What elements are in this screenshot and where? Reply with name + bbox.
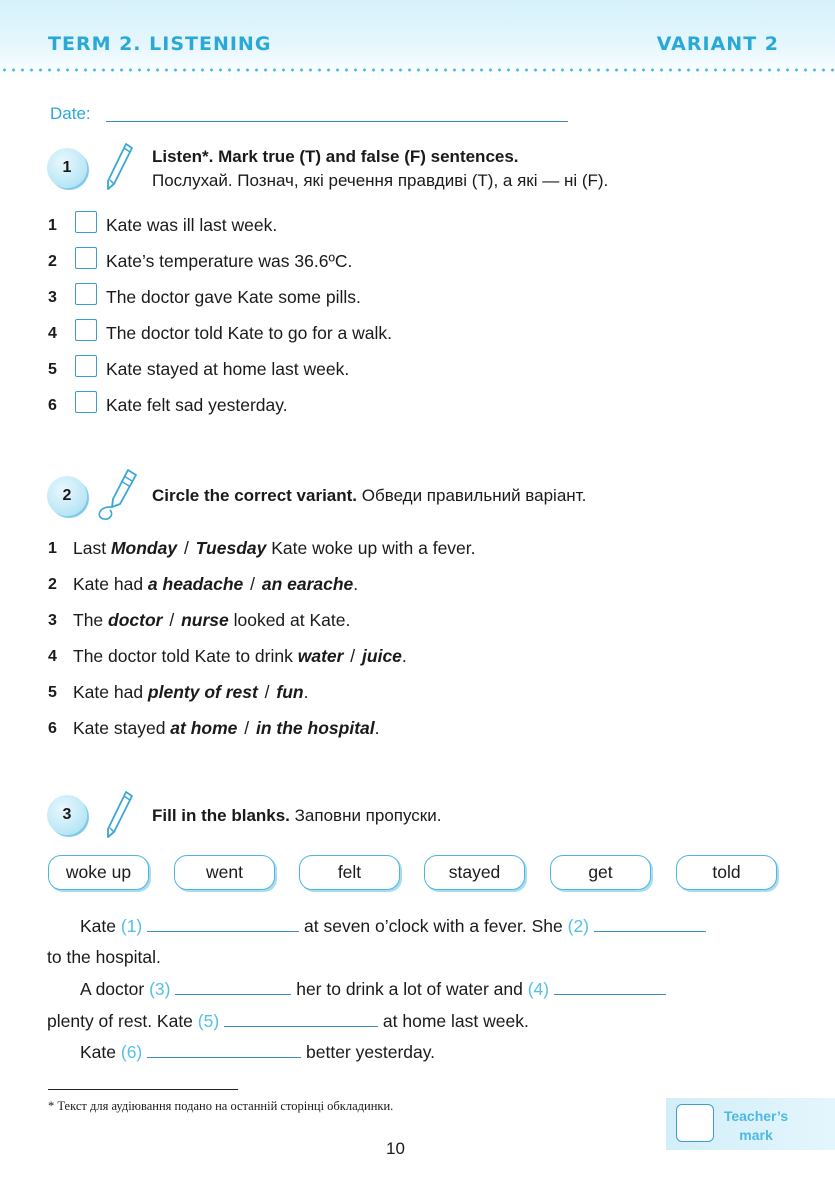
blank-number: (4)	[527, 979, 550, 999]
option-a[interactable]: water	[297, 646, 344, 666]
item-number: 3	[48, 612, 57, 629]
page-title: TERM 2. LISTENING	[48, 33, 272, 55]
text-fragment: at seven o’clock with a fever. She	[299, 916, 568, 936]
text-fragment: at home last week.	[378, 1011, 529, 1031]
separator: /	[345, 646, 361, 666]
text-fragment: Kate	[80, 916, 121, 936]
word-bank-item[interactable]: stayed	[424, 855, 525, 890]
task3-badge: 3	[47, 795, 87, 835]
sentence-end: looked at Kate.	[228, 610, 351, 630]
sentence-start: Kate had	[73, 574, 148, 594]
text-line: to the hospital.	[47, 947, 161, 967]
statement-text: The doctor gave Kate some pills.	[106, 287, 361, 307]
item-number: 6	[48, 397, 57, 414]
task1-badge: 1	[47, 148, 87, 188]
item-number: 4	[48, 325, 57, 342]
option-b[interactable]: Tuesday	[195, 538, 267, 558]
sentence	[73, 538, 476, 559]
item-number: 6	[48, 720, 57, 737]
option-b[interactable]: fun	[276, 682, 304, 702]
separator: /	[239, 718, 254, 738]
separator: /	[245, 574, 260, 594]
task3-instruction-en: Fill in the blanks.	[152, 806, 290, 825]
text-line	[80, 916, 706, 937]
task2-badge: 2	[47, 476, 87, 516]
task1-instruction-en: Listen*. Mark true (T) and false (F) sentences.	[152, 147, 519, 166]
sentence-end: .	[303, 682, 309, 702]
blank-number: (5)	[197, 1011, 220, 1031]
option-b[interactable]: nurse	[181, 610, 229, 630]
tf-checkbox[interactable]	[75, 247, 97, 269]
tf-checkbox[interactable]	[75, 391, 97, 413]
tf-checkbox[interactable]	[75, 211, 97, 233]
option-b[interactable]: an earache	[261, 574, 354, 594]
text-line	[80, 1042, 435, 1063]
word-bank-item[interactable]: felt	[299, 855, 400, 890]
blank-field[interactable]	[224, 1013, 378, 1027]
task3-instruction-ua: Заповни пропуски.	[294, 806, 442, 825]
word-bank-item[interactable]: woke up	[48, 855, 149, 890]
page-number: 10	[386, 1139, 405, 1158]
sentence	[73, 610, 350, 631]
separator: /	[179, 538, 194, 558]
word-bank-item[interactable]: told	[676, 855, 777, 890]
option-b[interactable]: juice	[362, 646, 402, 666]
blank-field[interactable]	[147, 918, 299, 932]
sentence	[73, 682, 309, 703]
statement-text: Kate stayed at home last week.	[106, 359, 350, 379]
sentence-end: .	[374, 718, 380, 738]
option-a[interactable]: at home	[170, 718, 238, 738]
text-fragment: Kate	[80, 1042, 121, 1062]
blank-number: (6)	[120, 1042, 143, 1062]
sentence	[73, 718, 380, 739]
separator: /	[164, 610, 180, 630]
task2-instruction-en: Circle the correct variant.	[152, 486, 358, 505]
task2-instruction	[152, 484, 586, 508]
option-a[interactable]: a headache	[147, 574, 244, 594]
statement-text: Kate was ill last week.	[106, 215, 278, 235]
text-fragment: plenty of rest. Kate	[47, 1011, 198, 1031]
item-number: 2	[48, 576, 57, 593]
sentence	[73, 646, 407, 667]
sentence-start: The doctor told Kate to drink	[73, 646, 298, 666]
footnote-rule	[48, 1089, 238, 1090]
text-fragment: A doctor	[80, 979, 150, 999]
blank-number: (1)	[120, 916, 143, 936]
sentence-end: .	[353, 574, 359, 594]
blank-field[interactable]	[554, 981, 666, 995]
text-line	[80, 979, 666, 1000]
tf-checkbox[interactable]	[75, 355, 97, 377]
statement-text: The doctor told Kate to go for a walk.	[106, 323, 392, 343]
teacher-mark-box[interactable]	[676, 1104, 714, 1142]
blank-field[interactable]	[594, 918, 706, 932]
task3-instruction	[152, 804, 441, 828]
teacher-mark-line2: mark	[739, 1127, 773, 1143]
word-bank-item[interactable]: went	[174, 855, 275, 890]
item-number: 2	[48, 253, 57, 270]
task1-instruction-ua: Послухай. Познач, які речення правдиві (T), а які — ні (F).	[152, 171, 609, 190]
statement-text: Kate’s temperature was 36.6ºC.	[106, 251, 353, 271]
sentence	[73, 574, 358, 595]
date-label: Date:	[50, 104, 91, 123]
blank-number: (3)	[149, 979, 171, 999]
variant-label: VARIANT 2	[656, 33, 779, 55]
blank-field[interactable]	[147, 1044, 301, 1058]
teacher-mark-label	[716, 1107, 796, 1145]
text-fragment: better yesterday.	[301, 1042, 436, 1062]
option-a[interactable]: plenty of rest	[147, 682, 258, 702]
separator: /	[259, 682, 275, 702]
sentence-end: .	[401, 646, 407, 666]
teacher-mark-line1: Teacher’s	[723, 1108, 789, 1124]
blank-number: (2)	[567, 916, 590, 936]
statement-text: Kate felt sad yesterday.	[106, 395, 288, 415]
sentence-start: Last	[73, 538, 111, 558]
text-fragment: her to drink a lot of water and	[291, 979, 528, 999]
item-number: 3	[48, 289, 57, 306]
word-bank-item[interactable]: get	[550, 855, 651, 890]
sentence-start: Kate stayed	[73, 718, 171, 738]
tf-checkbox[interactable]	[75, 319, 97, 341]
pencil-icon	[104, 140, 136, 192]
dotted-divider	[0, 68, 835, 72]
footnote: * Текст для аудіювання подано на останній сторінці обкладинки.	[48, 1099, 394, 1113]
task1-instruction	[152, 145, 608, 193]
item-number: 4	[48, 648, 57, 665]
blank-field[interactable]	[175, 981, 291, 995]
item-number: 1	[48, 217, 57, 234]
item-number: 5	[48, 684, 57, 701]
pencil-circle-icon	[94, 466, 144, 524]
sentence-start: The	[73, 610, 109, 630]
sentence-end: Kate woke up with a fever.	[266, 538, 476, 558]
sentence-start: Kate had	[73, 682, 148, 702]
task2-instruction-ua: Обведи правильний варіант.	[361, 486, 587, 505]
tf-checkbox[interactable]	[75, 283, 97, 305]
date-field[interactable]	[106, 121, 568, 122]
option-a[interactable]: Monday	[110, 538, 178, 558]
option-a[interactable]: doctor	[108, 610, 163, 630]
item-number: 1	[48, 540, 57, 557]
option-b[interactable]: in the hospital	[256, 718, 375, 738]
text-line	[47, 1011, 529, 1032]
pencil-icon	[104, 788, 136, 840]
item-number: 5	[48, 361, 57, 378]
